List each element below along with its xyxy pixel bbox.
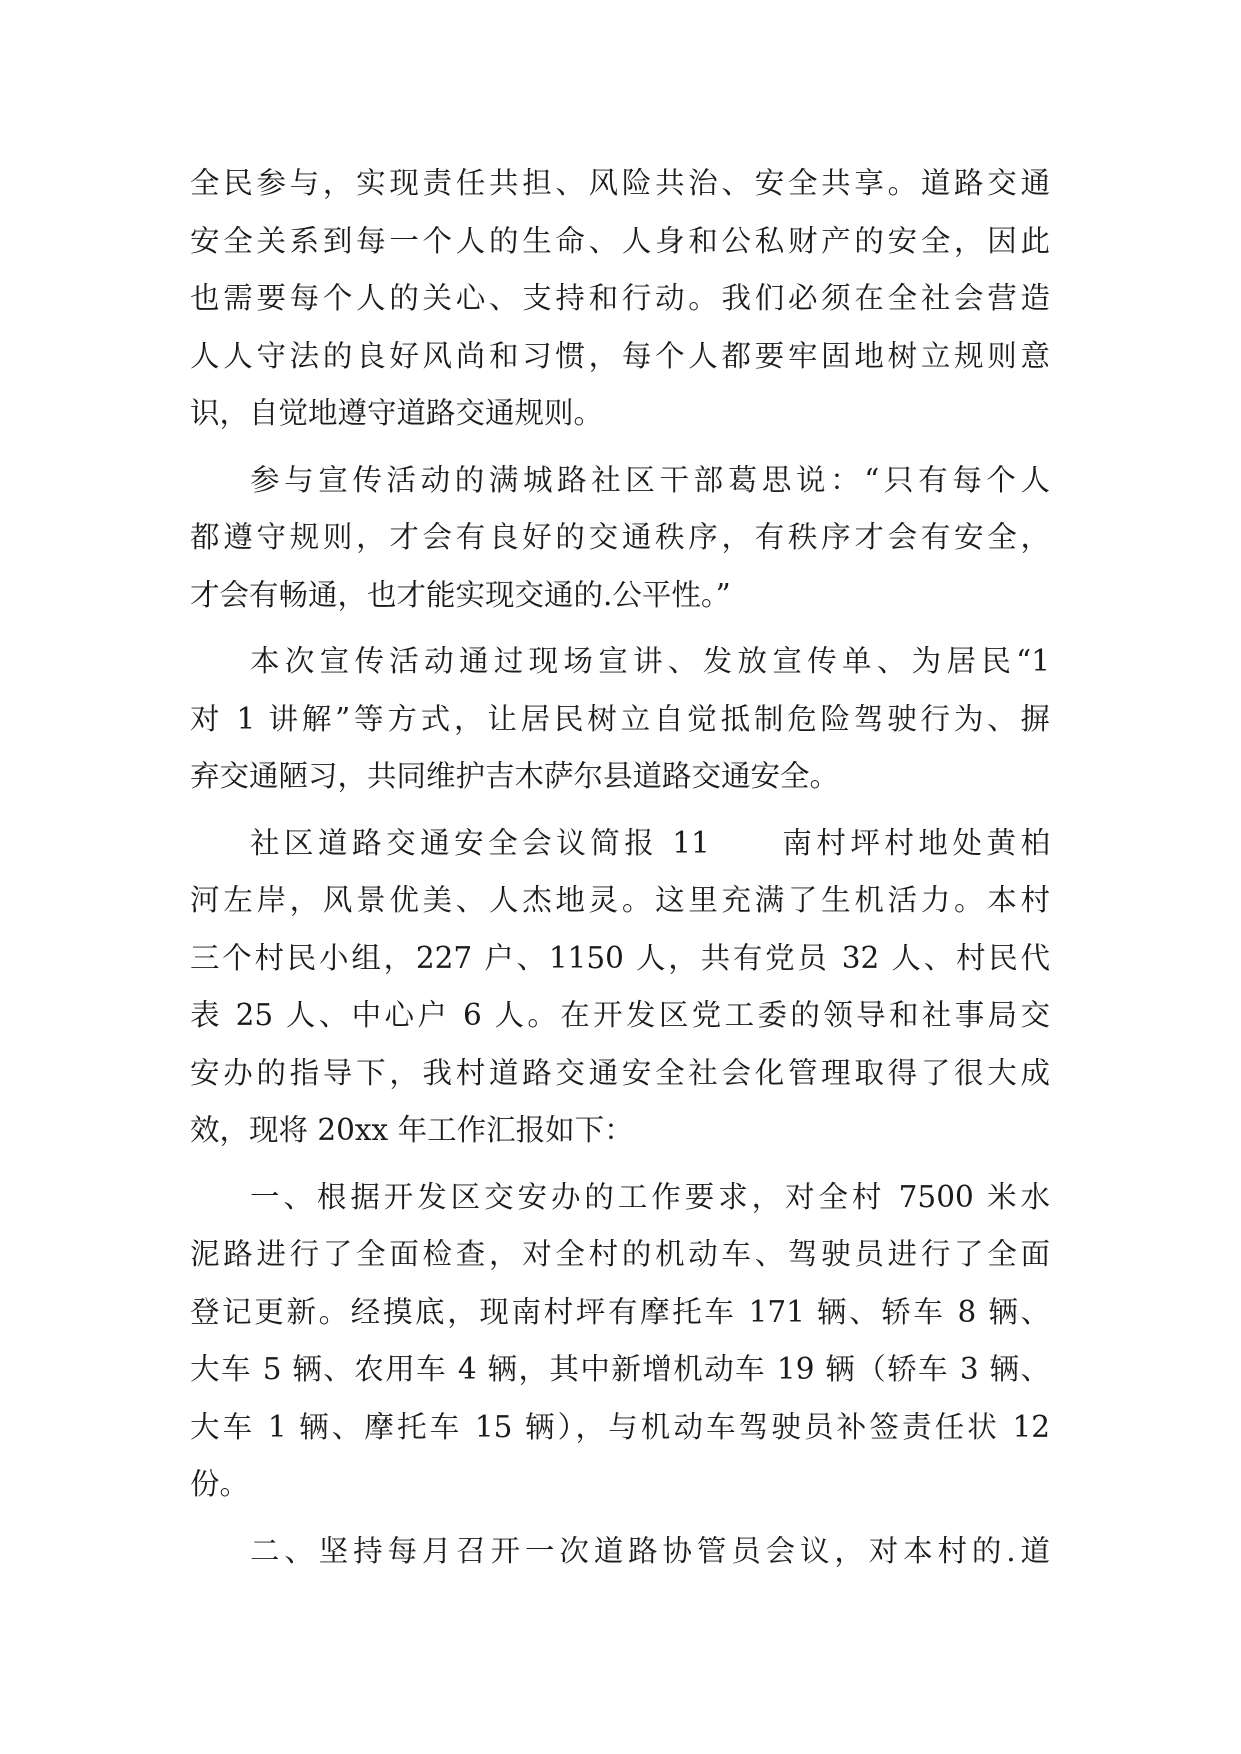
text-line: 弃交通陋习，共同维护吉木萨尔县道路交通安全。 bbox=[190, 759, 840, 793]
text-line: 大车 1 辆、摩托车 15 辆），与机动车驾驶员补签责任状 12 bbox=[190, 1409, 1050, 1444]
paragraph-4 bbox=[190, 815, 1050, 1160]
paragraph-5 bbox=[190, 1169, 1050, 1514]
text-line: 登记更新。经摸底，现南村坪有摩托车 171 辆、轿车 8 辆、 bbox=[190, 1294, 1050, 1329]
text-line: 份。 bbox=[190, 1467, 250, 1501]
text-line: 识，自觉地遵守道路交通规则。 bbox=[190, 396, 604, 430]
paragraph-gap bbox=[190, 1514, 1050, 1523]
text-line: 大车 5 辆、农用车 4 辆，其中新增机动车 19 辆（轿车 3 辆、 bbox=[190, 1352, 1050, 1386]
document-body bbox=[190, 155, 1050, 1580]
text-line: 也需要每个人的关心、支持和行动。我们必须在全社会营造 bbox=[190, 281, 1050, 315]
text-line: 人人守法的良好风尚和习惯，每个人都要牢固地树立规则意 bbox=[190, 338, 1050, 373]
text-line: 表 25 人、中心户 6 人。在开发区党工委的领导和社事局交 bbox=[190, 998, 1050, 1032]
paragraph-gap bbox=[190, 443, 1050, 452]
paragraph-2 bbox=[190, 452, 1050, 625]
paragraph-3 bbox=[190, 633, 1050, 806]
paragraph-gap bbox=[190, 1160, 1050, 1169]
text-line: 河左岸，风景优美、人杰地灵。这里充满了生机活力。本村 bbox=[190, 883, 1050, 917]
text-line: 全民参与，实现责任共担、风险共治、安全共享。道路交通 bbox=[190, 166, 1050, 200]
text-line: 参与宣传活动的满城路社区干部葛思说：“只有每个人 bbox=[250, 462, 1050, 497]
text-line: 对 1 讲解”等方式，让居民树立自觉抵制危险驾驶行为、摒 bbox=[190, 701, 1050, 736]
text-line: 三个村民小组，227 户、1150 人，共有党员 32 人、村民代 bbox=[190, 940, 1050, 975]
text-line: 社区道路交通安全会议简报 11 南村坪村地处黄柏 bbox=[250, 825, 1050, 860]
text-line: 一、根据开发区交安办的工作要求，对全村 7500 米水 bbox=[250, 1179, 1050, 1214]
text-line: 安全关系到每一个人的生命、人身和公私财产的安全，因此 bbox=[190, 223, 1050, 258]
text-line: 才会有畅通，也才能实现交通的.公平性。” bbox=[190, 577, 731, 612]
text-line: 安办的指导下，我村道路交通安全社会化管理取得了很大成 bbox=[190, 1055, 1050, 1090]
text-line: 二、坚持每月召开一次道路协管员会议，对本村的.道 bbox=[250, 1533, 1050, 1568]
text-line: 效，现将 20xx 年工作汇报如下： bbox=[190, 1113, 634, 1147]
text-line: 本次宣传活动通过现场宣讲、发放宣传单、为居民“1 bbox=[250, 644, 1050, 678]
paragraph-1 bbox=[190, 155, 1050, 443]
text-line: 泥路进行了全面检查，对全村的机动车、驾驶员进行了全面 bbox=[190, 1237, 1050, 1271]
paragraph-gap bbox=[190, 624, 1050, 633]
paragraph-gap bbox=[190, 806, 1050, 815]
paragraph-6 bbox=[190, 1523, 1050, 1581]
text-line: 都遵守规则，才会有良好的交通秩序，有秩序才会有安全， bbox=[190, 520, 1050, 554]
